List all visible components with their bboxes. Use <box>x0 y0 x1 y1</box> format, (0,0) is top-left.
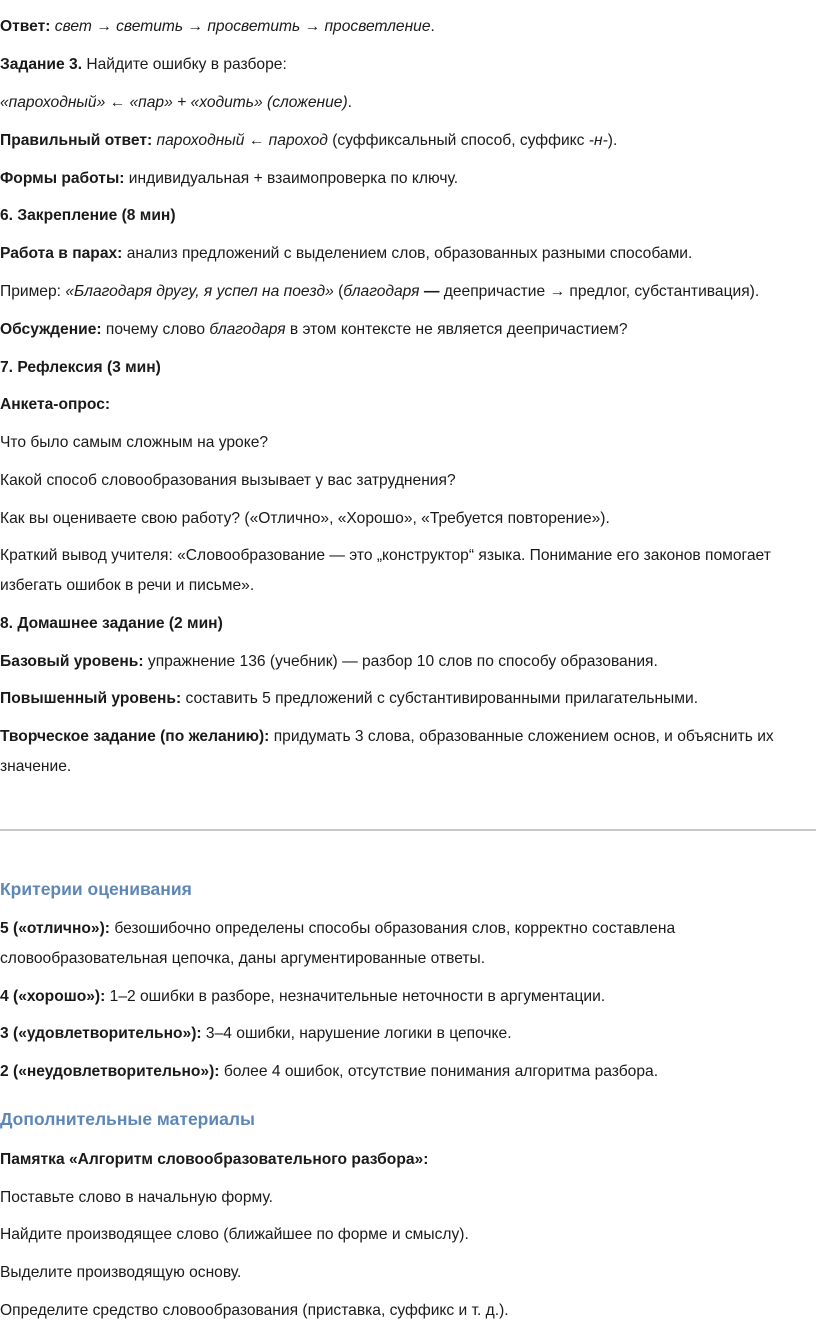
task3-label: Задание 3. <box>0 56 83 73</box>
pair-work-line: Работа в парах: анализ предложений с выделением слов, образованных разными способами. <box>0 245 693 262</box>
memo-step: Поставьте слово в начальную форму. <box>0 1189 273 1206</box>
answer-chain: свет → светить → просветить → просветление <box>54 18 431 35</box>
task3-line <box>0 50 816 80</box>
memo-step: Выделите производящую основу. <box>0 1264 242 1281</box>
memo-label: Памятка «Алгоритм словообразовательного разбора»: <box>0 1151 429 1168</box>
criteria-heading: Критерии оценивания <box>0 879 192 899</box>
survey-question-2: Какой способ словообразования вызывает у вас затруднения? <box>0 472 456 489</box>
correct-answer-line: Правильный ответ: пароходный ← пароход (суффиксальный способ, суффикс -н-). <box>0 132 618 149</box>
answer-line: Ответ: свет → светить → просветить → просветление. <box>0 18 435 35</box>
criteria-item: 3 («удовлетворительно»): 3–4 ошибки, нарушение логики в цепочке. <box>0 1025 512 1042</box>
task3-text: Найдите ошибку в разборе: <box>82 56 287 73</box>
memo-step: Найдите производящее слово (ближайшее по форме и смыслу). <box>0 1226 469 1243</box>
work-forms-line: Формы работы: индивидуальная + взаимопроверка по ключу. <box>0 170 459 187</box>
hw-basic-line: Базовый уровень: упражнение 136 (учебник) — разбор 10 слов по способу образования. <box>0 653 658 670</box>
survey-label: Анкета-опрос: <box>0 396 111 413</box>
discussion-line: Обсуждение: почему слово благодаря в этом контексте не является деепричастием? <box>0 321 628 338</box>
hw-advanced-line: Повышенный уровень: составить 5 предложений с субстантивированными прилагательными. <box>0 690 699 707</box>
teacher-conclusion: Краткий вывод учителя: «Словообразование — это „конструктор“ языка. Понимание его законов помогает избегать ошибок в речи и письме». <box>0 547 771 594</box>
example-line: Пример: «Благодаря другу, я успел на поезд» (благодаря — деепричастие → предлог, субстантивация). <box>0 283 760 300</box>
section-6-heading: 6. Закрепление (8 мин) <box>0 207 176 224</box>
criteria-item: 4 («хорошо»): 1–2 ошибки в разборе, незначительные неточности в аргументации. <box>0 988 606 1005</box>
criteria-item: 5 («отлично»): безошибочно определены способы образования слов, корректно составлена словообразовательная цепочка, даны аргументированные ответы. <box>0 920 676 967</box>
section-8-heading: 8. Домашнее задание (2 мин) <box>0 615 223 632</box>
criteria-item: 2 («неудовлетворительно»): более 4 ошибок, отсутствие понимания алгоритма разбора. <box>0 1063 659 1080</box>
section-7-heading: 7. Рефлексия (3 мин) <box>0 359 161 376</box>
task3-example: «пароходный» ← «пар» + «ходить» (сложение). <box>0 94 352 111</box>
correct-answer-label: Правильный ответ: <box>0 132 153 149</box>
answer-label: Ответ: <box>0 18 51 35</box>
survey-question-1: Что было самым сложным на уроке? <box>0 434 269 451</box>
horizontal-divider <box>0 829 816 831</box>
survey-question-3: Как вы оцениваете свою работу? («Отлично», «Хорошо», «Требуется повторение»). <box>0 510 610 527</box>
materials-heading: Дополнительные материалы <box>0 1109 255 1129</box>
hw-creative-line: Творческое задание (по желанию): придумать 3 слова, образованные сложением основ, и объяснить их значение. <box>0 728 774 775</box>
memo-step: Определите средство словообразования (приставка, суффикс и т. д.). <box>0 1302 509 1319</box>
